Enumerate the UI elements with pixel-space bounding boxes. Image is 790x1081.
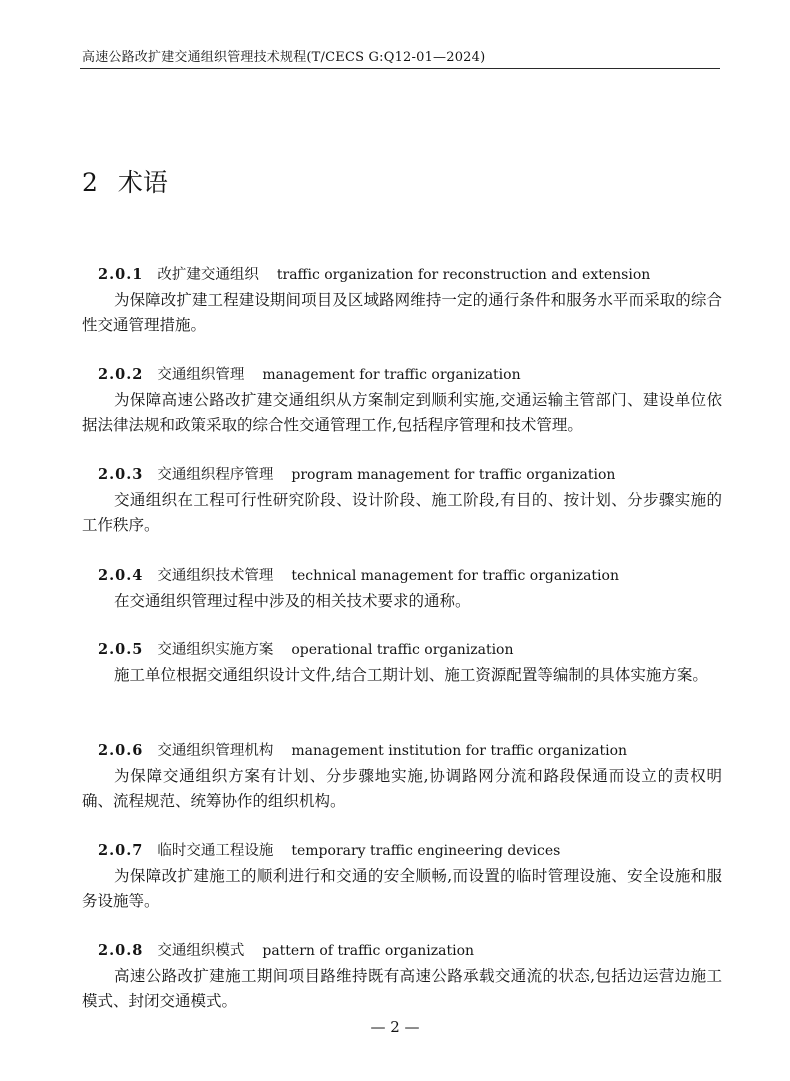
- page-number: — 2 —: [370, 1018, 420, 1036]
- term-english: management for traffic organization: [262, 367, 521, 383]
- term-definition: 高速公路改扩建施工期间项目路维持既有高速公路承载交通流的状态,包括边运营边施工模式、封闭交通模式。: [82, 967, 722, 1010]
- term-number: 2.0.1: [98, 266, 144, 283]
- term-english: operational traffic organization: [291, 642, 514, 658]
- term-definition: 为保障高速公路改扩建交通组织从方案制定到顺利实施,交通运输主管部门、建设单位依据法律法规和政策采取的综合性交通管理工作,包括程序管理和技术管理。: [82, 391, 722, 434]
- term-entry-2-0-2: [82, 362, 722, 438]
- term-english: management institution for traffic organization: [291, 743, 628, 759]
- term-heading: [82, 738, 722, 764]
- running-header: 高速公路改扩建交通组织管理技术规程(T/CECS G:Q12-01—2024): [82, 50, 486, 65]
- header-rule: [80, 68, 720, 69]
- term-entry-2-0-8: [82, 938, 722, 1014]
- term-number: 2.0.7: [98, 842, 144, 859]
- term-number: 2.0.3: [98, 466, 144, 483]
- term-english: temporary traffic engineering devices: [291, 843, 561, 859]
- term-chinese: 交通组织技术管理: [157, 568, 274, 584]
- term-definition: 施工单位根据交通组织设计文件,结合工期计划、施工资源配置等编制的具体实施方案。: [114, 666, 708, 684]
- term-definition: 交通组织在工程可行性研究阶段、设计阶段、施工阶段,有目的、按计划、分步骤实施的工作秩序。: [82, 491, 722, 534]
- term-chinese: 交通组织模式: [157, 943, 245, 959]
- term-heading: [82, 838, 722, 864]
- term-heading: [82, 462, 722, 488]
- chapter-number: 2: [82, 168, 98, 197]
- term-number: 2.0.8: [98, 942, 144, 959]
- term-heading: [82, 262, 722, 288]
- term-entry-2-0-3: [82, 462, 722, 538]
- term-entry-2-0-5: [82, 637, 722, 688]
- term-heading: [82, 938, 722, 964]
- chapter-name: 术语: [117, 168, 168, 197]
- term-number: 2.0.4: [98, 567, 144, 584]
- chapter-title: [82, 163, 168, 199]
- term-definition: 为保障交通组织方案有计划、分步骤地实施,协调路网分流和路段保通而设立的责权明确、流程规范、统筹协作的组织机构。: [82, 767, 722, 810]
- term-english: pattern of traffic organization: [262, 943, 475, 959]
- term-entry-2-0-1: [82, 262, 722, 338]
- term-chinese: 改扩建交通组织: [157, 267, 259, 283]
- term-definition: 在交通组织管理过程中涉及的相关技术要求的通称。: [114, 592, 471, 610]
- term-heading: [82, 563, 722, 589]
- term-english: traffic organization for reconstruction and extension: [276, 267, 651, 283]
- term-number: 2.0.6: [98, 742, 144, 759]
- term-chinese: 交通组织程序管理: [157, 467, 274, 483]
- term-chinese: 交通组织管理: [157, 367, 245, 383]
- term-chinese: 临时交通工程设施: [157, 843, 274, 859]
- term-definition: 为保障改扩建工程建设期间项目及区域路网维持一定的通行条件和服务水平而采取的综合性交通管理措施。: [82, 291, 722, 334]
- term-definition: 为保障改扩建施工的顺利进行和交通的安全顺畅,而设置的临时管理设施、安全设施和服务设施等。: [82, 867, 722, 910]
- term-heading: [82, 362, 722, 388]
- term-number: 2.0.2: [98, 366, 144, 383]
- term-english: technical management for traffic organization: [291, 568, 619, 584]
- term-chinese: 交通组织管理机构: [157, 743, 274, 759]
- term-english: program management for traffic organization: [291, 467, 616, 483]
- term-number: 2.0.5: [98, 641, 144, 658]
- term-entry-2-0-7: [82, 838, 722, 914]
- term-chinese: 交通组织实施方案: [157, 642, 274, 658]
- term-heading: [82, 637, 722, 663]
- term-entry-2-0-4: [82, 563, 722, 614]
- term-entry-2-0-6: [82, 738, 722, 814]
